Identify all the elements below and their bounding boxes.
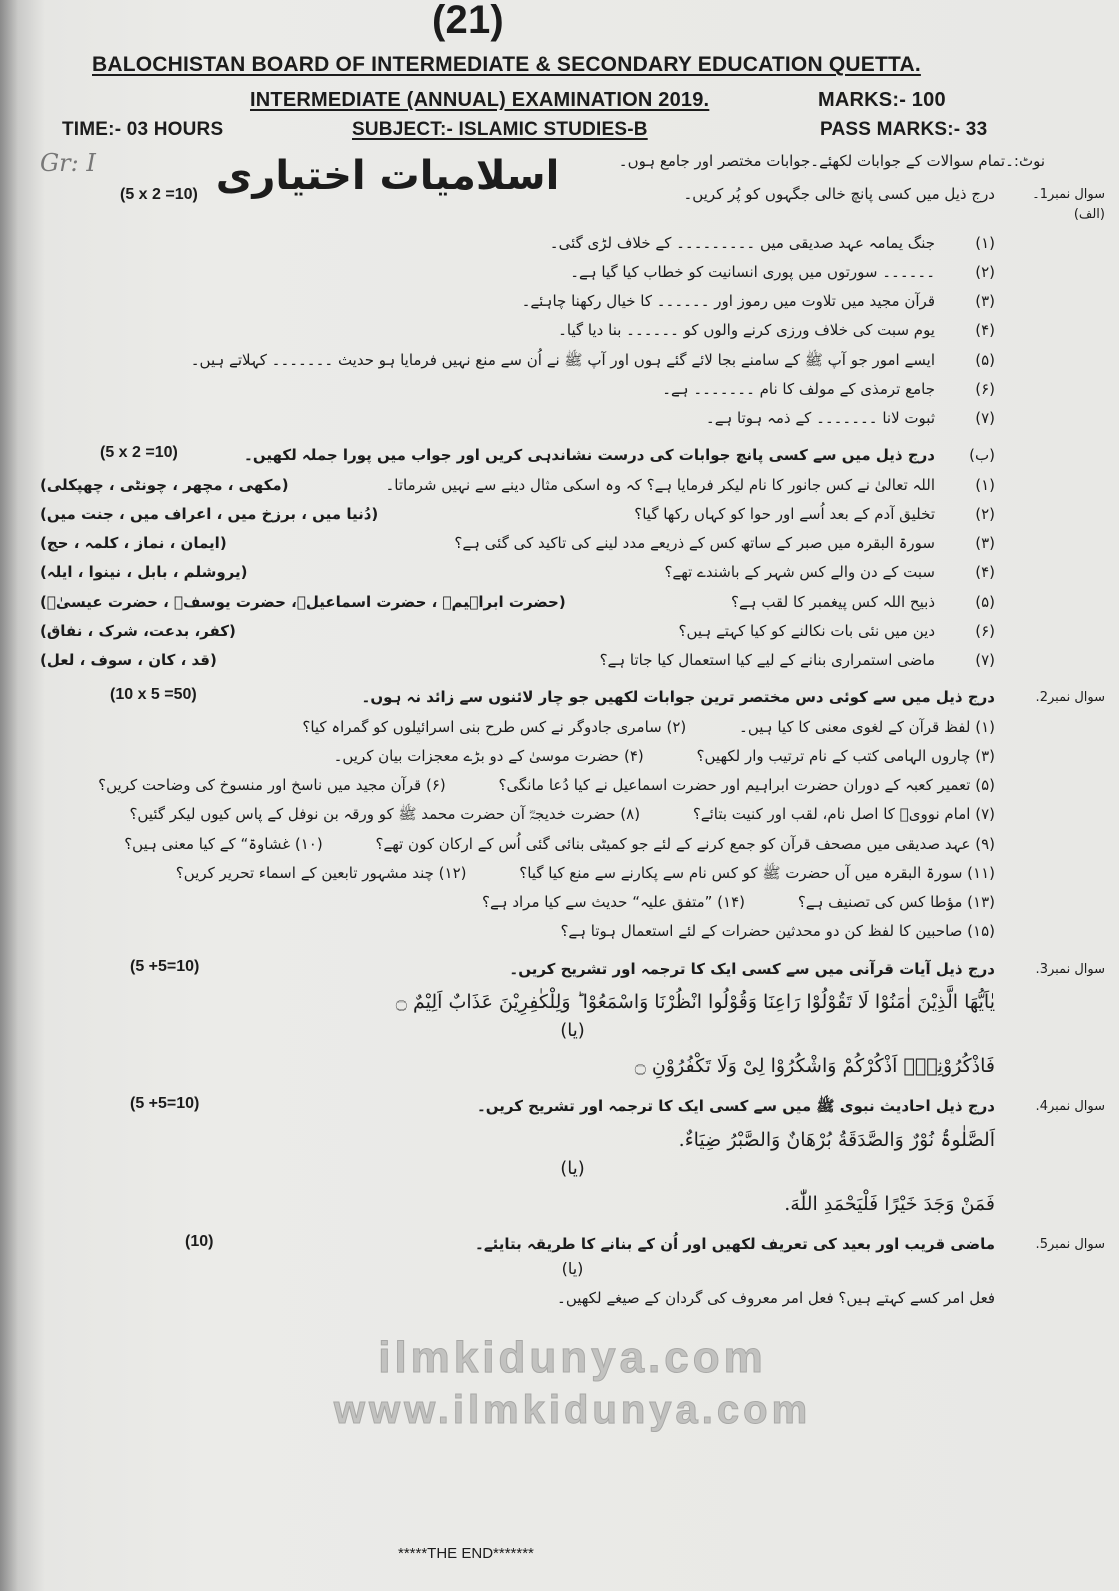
q4-label: سوال نمبر4. [1035, 1099, 1105, 1115]
q2-question: (۵) تعمیر کعبہ کے دوران حضرت ابراہیم اور حضرت اسماعیل نے کیا دُعا مانگی؟ [498, 776, 995, 795]
q1b-heading [40, 444, 1105, 467]
q2-row [40, 891, 1105, 914]
row-spacer [1005, 319, 1105, 321]
q2-question: (۴) حضرت موسیٰ کے دو بڑے معجزات بیان کریں۔ [333, 746, 644, 765]
q3-marks: (5 +5=10) [130, 957, 200, 975]
q1b-item-number: (۷) [975, 651, 995, 670]
q2-row-text [40, 745, 995, 768]
q1b-item [40, 620, 1105, 643]
row-spacer [1005, 891, 1105, 893]
q1b-marks: (5 x 2 =10) [100, 444, 178, 462]
watermark-url: www.ilmkidunya.com [333, 1388, 812, 1433]
q2-question: (۳) چاروں الہامی کتب کے نام ترتیب وار لکھیں؟ [696, 746, 995, 765]
q1a-item-text: ۔۔۔۔۔۔ سورتوں میں پوری انسانیت کو خطاب کیا گیا ہے۔ [570, 262, 935, 281]
q2-label: سوال نمبر2. [1035, 690, 1105, 706]
q1a-item-text: جنگ یمامہ عہد صدیقی میں ۔۔۔۔۔۔۔۔۔ کے خلاف لڑی گئی۔ [549, 233, 935, 252]
q1b-item-options: (مکھی ، مچھر ، چونٹی ، چھپکلی) [40, 475, 289, 494]
q3-instruction: درج ذیل آیات قرآنی میں سے کسی ایک کا ترجمہ اور تشریح کریں۔ [509, 959, 995, 978]
row-spacer [1005, 716, 1105, 718]
q5-or: (یا) [561, 1258, 584, 1278]
title-left-column [40, 149, 198, 204]
q4-instruction: درج ذیل احادیث نبوی ﷺ میں سے کسی ایک کا ترجمہ اور تشریح کریں۔ [476, 1097, 995, 1116]
q4-hadith-2-row [40, 1189, 1105, 1219]
board-title: BALOCHISTAN BOARD OF INTERMEDIATE & SECONDARY EDUCATION QUETTA. [92, 53, 921, 76]
q2-row-text [40, 920, 995, 943]
q2-question: (۱) لفظ قرآن کے لغوی معنی کا کیا ہیں۔ [739, 717, 995, 736]
row-spacer [1005, 745, 1105, 747]
row-spacer [1005, 349, 1105, 351]
q1b-item-number: (۲) [975, 504, 995, 523]
q2-row-text [40, 833, 995, 856]
pass-marks: PASS MARKS:- 33 [820, 119, 988, 140]
q2-row [40, 803, 1105, 826]
row-spacer [1005, 503, 1105, 505]
row-spacer [1005, 474, 1105, 476]
q1a-item-number: (۵) [975, 350, 995, 369]
q2-question: (۹) عہد صدیقی میں مصحف قرآن کو جمع کرنے کے لئے جو کمیٹی بنائی گئی اُس کے ارکان کون تھے؟ [375, 834, 995, 853]
exam-title: INTERMEDIATE (ANNUAL) EXAMINATION 2019. [250, 89, 710, 111]
q1b-item [40, 503, 1105, 526]
q4-hadith-1-row [40, 1125, 1105, 1155]
q2-question: (۱۰) غشاوۃ“ کے کیا معنی ہیں؟ [124, 834, 323, 853]
q1a-item-text: قرآن مجید میں تلاوت میں رموز اور ۔۔۔۔۔۔ کا خیال رکھنا چاہئے۔ [521, 292, 935, 311]
q1b-item-text: ذبیح اللہ کس پیغمبر کا لقب ہے؟ [731, 592, 935, 611]
q1a-item [40, 261, 1105, 284]
q1b-label: (ب) [969, 446, 995, 465]
q1a-item-number: (۳) [975, 292, 995, 311]
q1b-item-options: (دُنیا میں ، برزخ میں ، اعراف میں ، جنت میں) [40, 504, 379, 523]
q1b-spacer [1005, 444, 1105, 446]
q1a-item-number: (۱) [975, 233, 995, 252]
q1b-item-options: (قد ، کان ، سوف ، لعل) [40, 651, 217, 670]
row-spacer [1005, 532, 1105, 534]
q2-instruction: درج ذیل میں سے کوئی دس مختصر ترین جوابات لکھیں جو چار لائنوں سے زائد نہ ہوں۔ [361, 688, 995, 707]
q3-ayah-2: فَاذْكُرُوْنِیْۤ اَذْكُرْكُمْ وَاشْكُرُوْا لِیْ وَلَا تَكْفُرُوْنِ ۝ [634, 1055, 995, 1078]
row-spacer [1005, 591, 1105, 593]
q2-row-text [40, 891, 995, 914]
row-spacer [1005, 261, 1105, 263]
q1a-marks: (5 x 2 =10) [120, 186, 198, 204]
row-spacer [1005, 862, 1105, 864]
q2-question: (۱۱) سورۃ البقرہ میں آں حضرت ﷺ کو کس نام سے پکارنے سے منع کیا گیا؟ [519, 863, 995, 882]
q1b-item [40, 561, 1105, 584]
q1b-item-options: (ایمان ، نماز ، کلمہ ، حج) [40, 534, 227, 553]
q5-instruction: ماضی قریب اور بعید کی تعریف لکھیں اور اُن کے بنانے کا طریقہ بتایئے۔ [475, 1235, 995, 1254]
note-and-q1a-heading [585, 150, 1105, 226]
q3-ayah-1: یٰاَیُّهَا الَّذِیْنَ اٰمَنُوْا لَا تَقُوْلُوْا رَاعِنَا وَقُوْلُوا انْظُرْنَا وَاسْمَعُوْا ؕ وَلِلْكٰفِرِیْنَ عَذَابٌ اَلِیْمٌ ۝ [395, 990, 995, 1013]
q1b-item-options: (یروشلم ، بابل ، نینوا ، ایلہ) [40, 563, 248, 582]
q1b-item-text: سبت کے دن والے کس شہر کے باشندے تھے؟ [664, 563, 935, 582]
q2-row [40, 833, 1105, 856]
q4-or: (یا) [560, 1158, 585, 1180]
question-paper-body [40, 150, 1105, 1433]
q1b-item [40, 649, 1105, 672]
row-spacer [1005, 407, 1105, 409]
row-spacer [1005, 620, 1105, 622]
q5-alt-row [40, 1287, 1105, 1310]
row-spacer [1005, 561, 1105, 563]
page-number: (21) [432, 0, 504, 42]
q1b-items [40, 474, 1105, 673]
instructions-note: نوٹ:۔تمام سوالات کے جوابات لکھئے۔جوابات مختصر اور جامع ہوں۔ [618, 152, 1045, 170]
q2-row-text [40, 716, 995, 739]
q1a-label: سوال نمبر1۔(الف) [1032, 187, 1105, 223]
row-spacer [1005, 774, 1105, 776]
q2-row [40, 920, 1105, 943]
q1b-item-number: (۶) [975, 621, 995, 640]
q1b-item-number: (۱) [975, 475, 995, 494]
q1a-heading [585, 183, 1105, 225]
q1b-item-text: سورۃ البقرہ میں صبر کے ساتھ کس کے ذریعے مدد لینے کی تاکید کی گئی ہے؟ [454, 534, 935, 553]
q2-row-text [40, 774, 995, 797]
q1a-item-number: (۶) [975, 379, 995, 398]
urdu-title: اسلامیات اختیاری [215, 153, 560, 199]
the-end: *****THE END******* [398, 1545, 534, 1562]
q1a-item [40, 232, 1105, 255]
q3-heading [40, 958, 1105, 981]
q1b-item-text: اللہ تعالیٰ نے کس جانور کا نام لیکر فرمایا ہے؟ کہ وہ اسکی مثال دینے سے نہیں شرماتا۔ [385, 475, 935, 494]
q1a-item [40, 407, 1105, 430]
q1b-item [40, 591, 1105, 614]
q2-row [40, 745, 1105, 768]
q1a-item-number: (۲) [975, 262, 995, 281]
q4-heading [40, 1095, 1105, 1118]
row-spacer [1005, 649, 1105, 651]
q1a-item [40, 319, 1105, 342]
q1a-item-text: ثبوت لانا ۔۔۔۔۔۔۔ کے ذمہ ہوتا ہے۔ [705, 409, 935, 428]
q1a-items [40, 232, 1105, 431]
q2-question: (۸) حضرت خدیجہؓ آن حضرت محمد ﷺ کو ورقہ بن نوفل کے پاس کیوں لیکر گئیں؟ [129, 805, 641, 824]
row-spacer [1005, 833, 1105, 835]
q1a-item-number: (۴) [975, 321, 995, 340]
q2-question: (۷) امام نوویؒ کا اصل نام، لقب اور کنیت بتائے؟ [692, 805, 995, 824]
total-marks: MARKS:- 100 [818, 89, 946, 111]
q1b-item-number: (۴) [975, 563, 995, 582]
q2-marks: (10 x 5 =50) [110, 686, 197, 704]
q1a-item [40, 290, 1105, 313]
q5-marks: (10) [185, 1233, 214, 1251]
q2-question: (۱۵) صاحبین کا لفظ کن دو محدثین حضرات کے لئے استعمال ہوتا ہے؟ [560, 922, 995, 941]
q1b-item-number: (۳) [975, 534, 995, 553]
q3-ayah-2-row [40, 1051, 1105, 1081]
q5-label: سوال نمبر5. [1035, 1237, 1105, 1253]
q1a-item [40, 349, 1105, 372]
q3-label: سوال نمبر3. [1035, 961, 1105, 977]
q1a-item-text: ایسے امور جو آپ ﷺ کے سامنے بجا لائے گئے ہوں اور آپ ﷺ نے اُن سے منع نہیں فرمایا ہو حدیث ۔۔۔۔۔۔۔ کہلاتے ہیں۔ [190, 350, 935, 369]
q2-question: (۱۴) ”متفق علیہ“ حدیث سے کیا مراد ہے؟ [482, 893, 746, 912]
q1b-item-text: تخلیق آدم کے بعد اُسے اور حوا کو کہاں رکھا گیا؟ [634, 504, 935, 523]
q1b-item-text: دین میں نئی بات نکالنے کو کیا کہتے ہیں؟ [678, 621, 935, 640]
q2-row-text [40, 862, 995, 885]
q3-or: (یا) [560, 1020, 585, 1042]
row-spacer [1005, 290, 1105, 292]
q2-question: (۱۲) چند مشہور تابعین کے اسماء تحریر کریں؟ [175, 863, 467, 882]
row-spacer [1005, 232, 1105, 234]
q1a-instruction: درج ذیل میں کسی پانچ خالی جگہوں کو پُر کریں۔ [683, 185, 995, 204]
q1a-item-text: جامع ترمذی کے مولف کا نام ۔۔۔۔۔۔۔ ہے۔ [662, 379, 935, 398]
title-block [40, 150, 1105, 226]
row-spacer [1005, 378, 1105, 380]
q2-row [40, 716, 1105, 739]
q3-ayah-1-row [40, 987, 1105, 1017]
q1b-item-text: ماضی استمراری بنانے کے لیے کیا استعمال کیا جاتا ہے؟ [599, 651, 935, 670]
q2-question: (۱۳) مؤطا کس کی تصنیف ہے؟ [797, 893, 995, 912]
q1a-item-number: (۷) [975, 409, 995, 428]
q5-heading [40, 1233, 1105, 1256]
q1b-item [40, 532, 1105, 555]
q4-marks: (5 +5=10) [130, 1095, 200, 1113]
q2-row [40, 862, 1105, 885]
q1b-item-options: (کفر، بدعت، شرک ، نفاق) [40, 621, 236, 640]
q2-row [40, 774, 1105, 797]
exam-time: TIME:- 03 HOURS [62, 119, 224, 140]
q5-alt: فعل امر کسے کہتے ہیں؟ فعل امر معروف کی گردان کے صیغے لکھیں۔ [557, 1289, 995, 1308]
handwritten-group: Gr: I [40, 149, 96, 177]
q2-heading [40, 686, 1105, 709]
q2-question: (۶) قرآن مجید میں ناسخ اور منسوخ کی وضاحت کریں؟ [98, 776, 446, 795]
row-spacer [1005, 920, 1105, 922]
q1b-item [40, 474, 1105, 497]
q2-row-text [40, 803, 995, 826]
subject: SUBJECT:- ISLAMIC STUDIES-B [352, 119, 648, 140]
q1a-item-text: یوم سبت کی خلاف ورزی کرنے والوں کو ۔۔۔۔۔۔ بنا دیا گیا۔ [558, 321, 935, 340]
row-spacer [1005, 803, 1105, 805]
q4-hadith-1: اَلصَّلٰوۃُ نُوْرٌ وَالصَّدَقَةُ بُرْهَانٌ وَالصَّبْرُ ضِیَاءٌ. [678, 1128, 995, 1151]
q4-hadith-2: فَمَنْ وَجَدَ خَیْرًا فَلْیَحْمَدِ اللّٰهَ. [784, 1192, 995, 1215]
watermark: ilmkidunya.com [378, 1332, 767, 1382]
q1b-instruction: درج ذیل میں سے کسی پانچ جوابات کی درست نشاندہی کریں اور جواب میں پورا جملہ لکھیں۔ [244, 446, 935, 465]
q1b-item-options: (حضرت ابراہیمؑ ، حضرت اسماعیلؑ، حضرت یوسفؑ ، حضرت عیسیٰؑ) [40, 592, 566, 611]
q2-question: (۲) سامری جادوگر نے کس طرح بنی اسرائیلوں کو گمراہ کیا؟ [302, 717, 687, 736]
q2-rows [40, 716, 1105, 944]
q1b-item-number: (۵) [975, 592, 995, 611]
q1a-item [40, 378, 1105, 401]
